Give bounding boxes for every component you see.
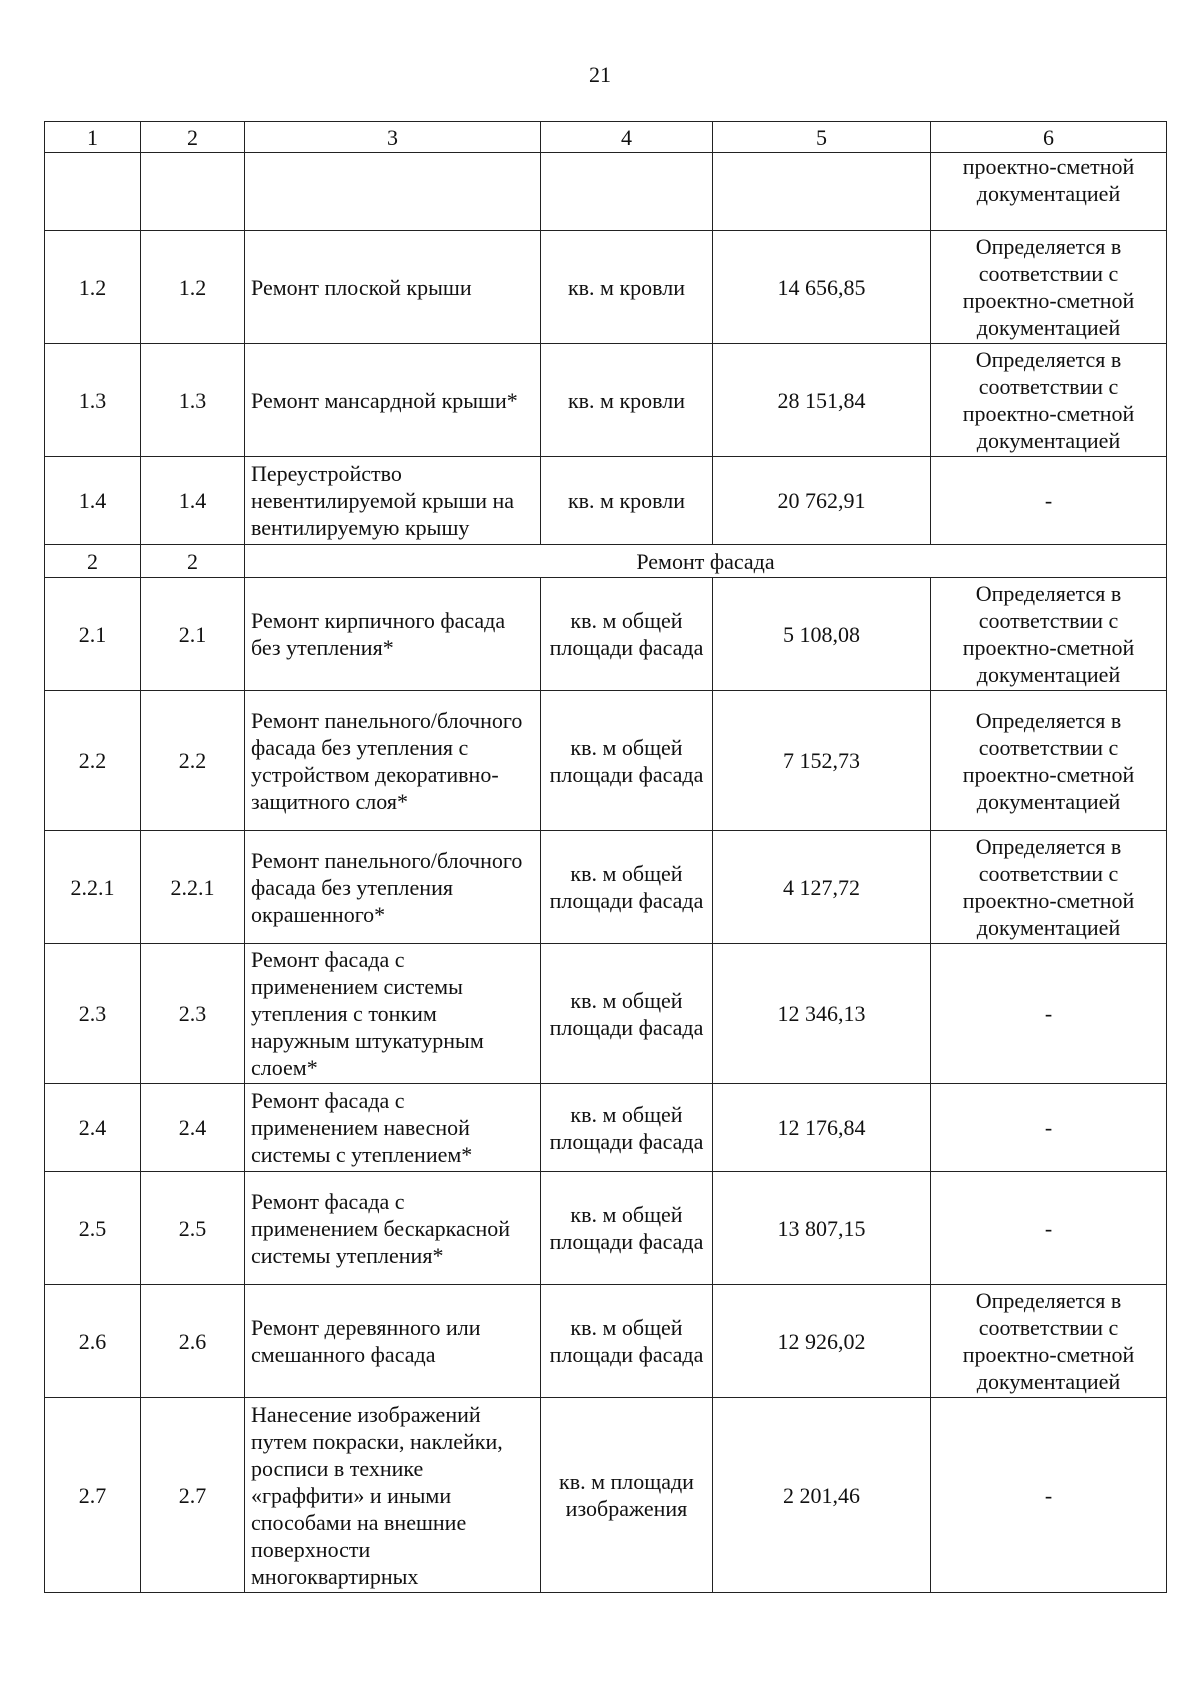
table-row [45,831,1167,944]
row-number: 2.5 [45,1172,141,1285]
note-cell: Определяется в соответствии с проектно-сметной документацией [931,578,1167,691]
table-row [45,691,1167,831]
table-row [45,231,1167,344]
table-row [45,457,1167,545]
value-cell: 4 127,72 [713,831,931,944]
header-cell: 1 [45,122,141,153]
note-cell: - [931,457,1167,545]
section-row [45,545,1167,578]
row-subnumber [141,153,245,231]
row-subnumber: 2.3 [141,944,245,1084]
row-number [45,153,141,231]
value-cell: 13 807,15 [713,1172,931,1285]
value-cell: 28 151,84 [713,344,931,457]
row-number: 2.6 [45,1285,141,1398]
work-name: Ремонт кирпичного фасада без утепления* [245,578,541,691]
row-subnumber: 1.3 [141,344,245,457]
row-number: 1.4 [45,457,141,545]
works-table [44,121,1167,1593]
row-number: 2.1 [45,578,141,691]
work-name: Ремонт фасада с применением навесной системы с утеплением* [245,1084,541,1172]
note-cell: Определяется в соответствии с проектно-сметной документацией [931,1285,1167,1398]
header-cell: 4 [541,122,713,153]
value-cell [713,153,931,231]
work-name: Нанесение изображений путем покраски, наклейки, росписи в технике «граффити» и иными способами на внешние поверхности многоквартирных [245,1398,541,1593]
header-cell: 3 [245,122,541,153]
work-name: Переустройство невентилируемой крыши на вентилируемую крышу [245,457,541,545]
row-subnumber: 2.1 [141,578,245,691]
note-cell: - [931,944,1167,1084]
row-subnumber: 2 [141,545,245,578]
value-cell: 2 201,46 [713,1398,931,1593]
unit-cell: кв. м общей площади фасада [541,1172,713,1285]
unit-cell: кв. м общей площади фасада [541,831,713,944]
row-number: 2.3 [45,944,141,1084]
note-cell: Определяется в соответствии с проектно-сметной документацией [931,231,1167,344]
unit-cell: кв. м кровли [541,344,713,457]
unit-cell: кв. м площади изображения [541,1398,713,1593]
note-cell: Определяется в соответствии с проектно-сметной документацией [931,344,1167,457]
value-cell: 12 346,13 [713,944,931,1084]
header-cell: 2 [141,122,245,153]
unit-cell: кв. м кровли [541,231,713,344]
unit-cell: кв. м кровли [541,457,713,545]
table-row [45,1285,1167,1398]
row-number: 1.2 [45,231,141,344]
unit-cell: кв. м общей площади фасада [541,691,713,831]
row-subnumber: 2.2 [141,691,245,831]
row-subnumber: 2.6 [141,1285,245,1398]
work-name: Ремонт мансардной крыши* [245,344,541,457]
row-number: 2.2.1 [45,831,141,944]
note-cell: - [931,1398,1167,1593]
row-subnumber: 1.4 [141,457,245,545]
value-cell: 5 108,08 [713,578,931,691]
header-cell: 5 [713,122,931,153]
row-number: 2.4 [45,1084,141,1172]
table-row [45,153,1167,231]
value-cell: 12 176,84 [713,1084,931,1172]
row-subnumber: 1.2 [141,231,245,344]
work-name: Ремонт панельного/блочного фасада без утепления окрашенного* [245,831,541,944]
row-subnumber: 2.4 [141,1084,245,1172]
value-cell: 14 656,85 [713,231,931,344]
work-name: Ремонт деревянного или смешанного фасада [245,1285,541,1398]
value-cell: 7 152,73 [713,691,931,831]
work-name: Ремонт фасада с применением бескаркасной системы утепления* [245,1172,541,1285]
table-row [45,344,1167,457]
unit-cell [541,153,713,231]
page-number: 21 [589,62,611,87]
table-row [45,1172,1167,1285]
unit-cell: кв. м общей площади фасада [541,1084,713,1172]
work-name: Ремонт плоской крыши [245,231,541,344]
table-row [45,578,1167,691]
row-subnumber: 2.7 [141,1398,245,1593]
row-subnumber: 2.2.1 [141,831,245,944]
work-name: Ремонт фасада с применением системы утепления с тонким наружным штукатурным слоем* [245,944,541,1084]
note-cell: Определяется в соответствии с проектно-сметной документацией [931,691,1167,831]
note-cell: - [931,1172,1167,1285]
row-number: 2.2 [45,691,141,831]
row-number: 1.3 [45,344,141,457]
section-title: Ремонт фасада [245,545,1167,578]
note-cell: проектно-сметной документацией [931,153,1167,231]
work-name [245,153,541,231]
table-header-row [45,122,1167,153]
table-row [45,1084,1167,1172]
unit-cell: кв. м общей площади фасада [541,578,713,691]
note-cell: - [931,1084,1167,1172]
unit-cell: кв. м общей площади фасада [541,944,713,1084]
unit-cell: кв. м общей площади фасада [541,1285,713,1398]
value-cell: 20 762,91 [713,457,931,545]
table-row [45,944,1167,1084]
note-cell: Определяется в соответствии с проектно-сметной документацией [931,831,1167,944]
row-number: 2.7 [45,1398,141,1593]
row-number: 2 [45,545,141,578]
value-cell: 12 926,02 [713,1285,931,1398]
row-subnumber: 2.5 [141,1172,245,1285]
header-cell: 6 [931,122,1167,153]
table-row [45,1398,1167,1593]
work-name: Ремонт панельного/блочного фасада без утепления с устройством декоративно-защитного слоя* [245,691,541,831]
